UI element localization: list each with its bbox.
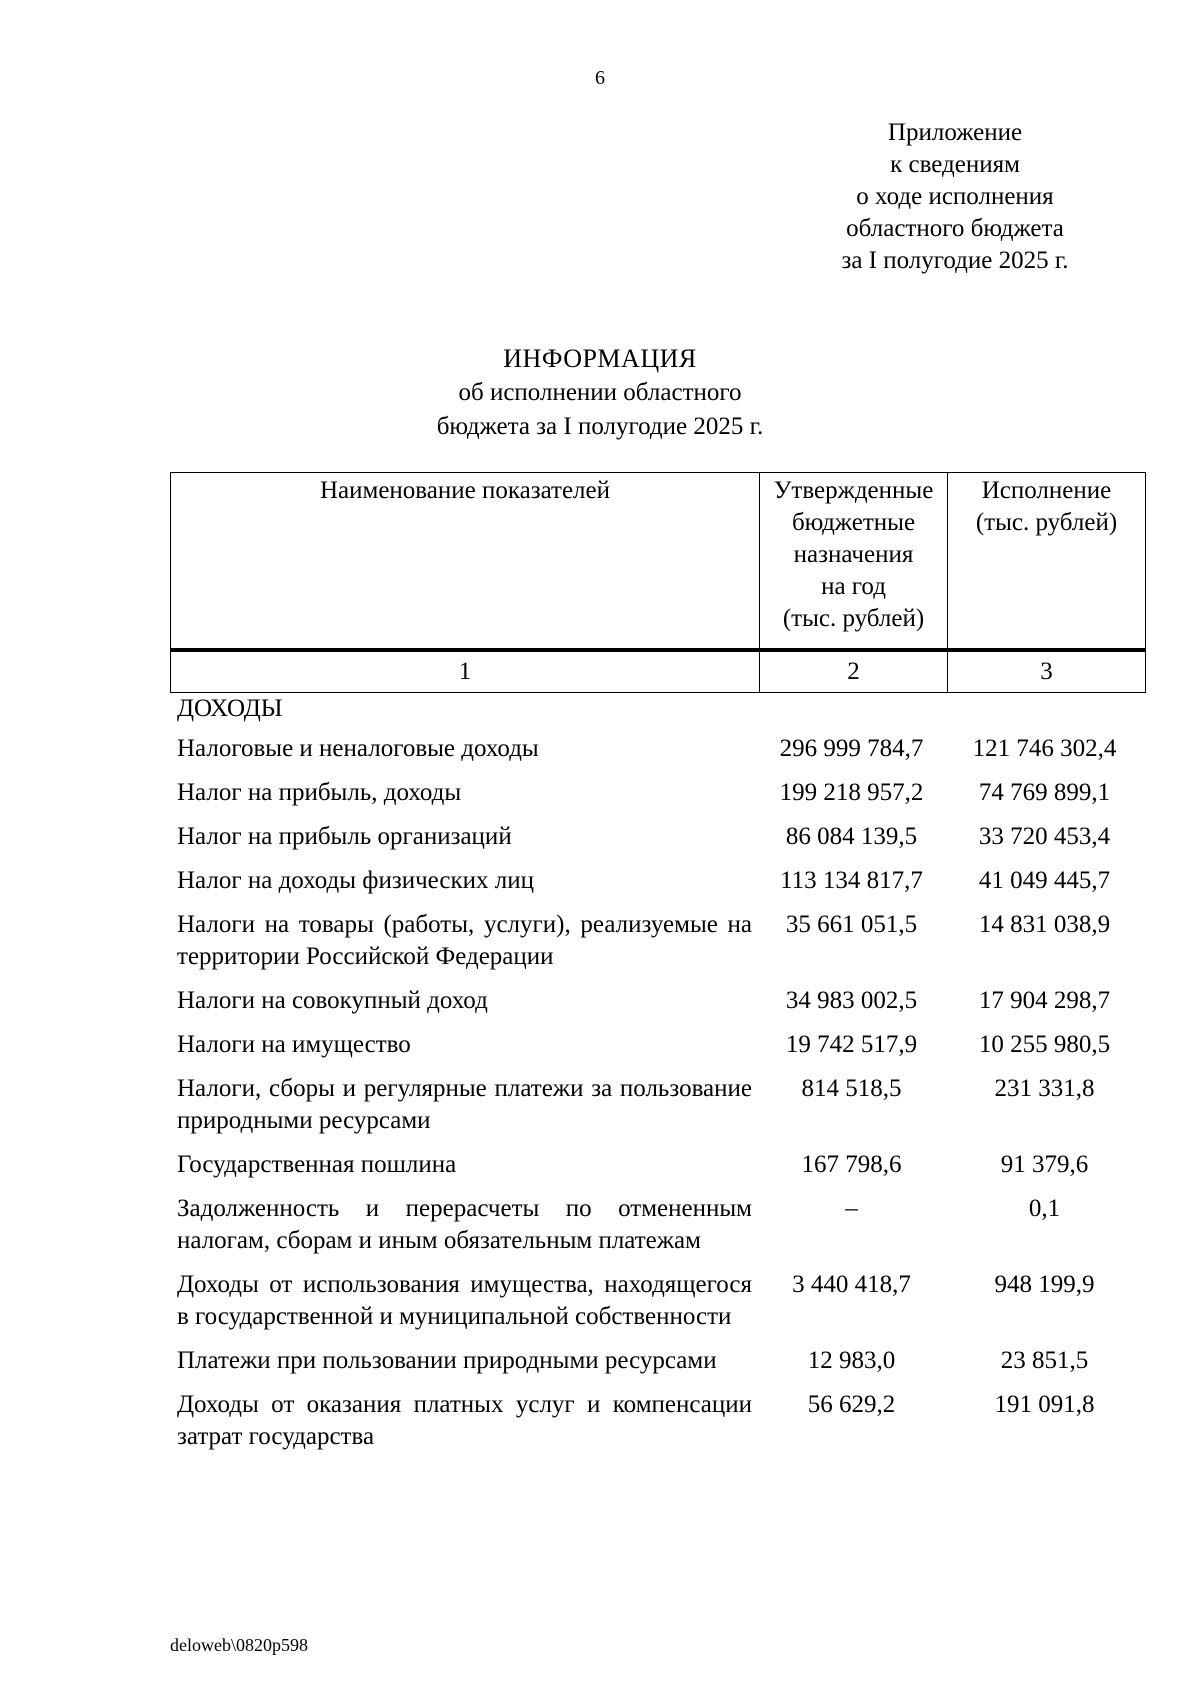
appendix-block — [760, 117, 1150, 277]
row-executed: 10 255 980,5 — [978, 1031, 1111, 1058]
document-code: deloweb\0820p598 — [170, 1635, 308, 1655]
row-executed: 0,1 — [1028, 1195, 1061, 1222]
row-name: Налоги на имущество — [177, 1031, 411, 1058]
table-row — [170, 909, 1144, 973]
header-approved-line: (тыс. рублей) — [782, 605, 925, 632]
column-number-row — [171, 650, 1146, 693]
row-name: Задолженность и перерасчеты по отмененным налогам, сборам и иным обязательным платежам — [177, 1195, 752, 1254]
row-name: Налоговые и неналоговые доходы — [177, 735, 539, 762]
row-name: Платежи при пользовании природными ресурсами — [177, 1347, 717, 1374]
table-row — [170, 1269, 1144, 1333]
row-executed: 74 769 899,1 — [978, 779, 1111, 806]
appendix-line: к сведениям — [890, 151, 1020, 178]
row-approved: 296 999 784,7 — [779, 735, 924, 762]
row-executed: 33 720 453,4 — [978, 823, 1111, 850]
row-approved: 3 440 418,7 — [792, 1271, 911, 1298]
row-approved: 19 742 517,9 — [785, 1031, 918, 1058]
header-approved-line: Утвержденные — [773, 477, 934, 504]
appendix-line: Приложение — [887, 119, 1023, 146]
row-name: Доходы от оказания платных услуг и компенсации затрат государства — [177, 1391, 752, 1450]
appendix-line: о ходе исполнения — [856, 183, 1054, 210]
row-executed: 948 199,9 — [994, 1271, 1095, 1298]
table-row — [170, 733, 1144, 765]
header-approved-line: назначения — [793, 541, 914, 568]
table-row — [170, 1073, 1144, 1137]
title-subline: бюджета за I полугодие 2025 г. — [436, 413, 764, 440]
row-executed: 41 049 445,7 — [978, 867, 1111, 894]
table-body — [170, 693, 1144, 1465]
row-approved: 814 518,5 — [801, 1075, 902, 1102]
title-heading: ИНФОРМАЦИЯ — [503, 344, 697, 373]
column-number: 3 — [948, 650, 1146, 693]
row-name: Налоги, сборы и регулярные платежи за пользование природными ресурсами — [177, 1075, 752, 1134]
row-name: Налог на прибыль, доходы — [177, 779, 462, 806]
page-number: 6 — [595, 67, 605, 89]
table-row — [170, 777, 1144, 809]
header-executed — [948, 473, 1146, 651]
header-executed-line: (тыс. рублей) — [975, 509, 1118, 536]
row-executed: 231 331,8 — [994, 1075, 1095, 1102]
document-title — [0, 342, 1200, 444]
row-executed: 17 904 298,7 — [978, 987, 1111, 1014]
row-approved: 113 134 817,7 — [780, 867, 923, 894]
header-approved-line: на год — [821, 573, 886, 600]
appendix-line: областного бюджета — [846, 215, 1064, 242]
row-name: Налог на доходы физических лиц — [177, 867, 534, 894]
row-executed: 121 746 302,4 — [972, 735, 1117, 762]
row-name: Налог на прибыль организаций — [177, 823, 512, 850]
row-name: Государственная пошлина — [177, 1151, 457, 1178]
row-executed: 91 379,6 — [1000, 1151, 1089, 1178]
row-approved: 167 798,6 — [801, 1151, 902, 1178]
row-approved: 34 983 002,5 — [785, 987, 918, 1014]
row-executed: 23 851,5 — [1000, 1347, 1089, 1374]
header-row — [171, 473, 1146, 651]
table-row — [170, 865, 1144, 897]
row-name: Налоги на совокупный доход — [177, 987, 488, 1014]
appendix-line: за I полугодие 2025 г. — [841, 247, 1069, 274]
row-approved: 12 983,0 — [807, 1347, 896, 1374]
table-row — [170, 1029, 1144, 1061]
section-label: ДОХОДЫ — [177, 695, 283, 722]
row-executed: 191 091,8 — [994, 1391, 1095, 1418]
column-number: 2 — [760, 650, 948, 693]
row-approved: 199 218 957,2 — [779, 779, 924, 806]
row-approved: – — [845, 1195, 858, 1222]
table-row — [170, 1389, 1144, 1453]
table-row — [170, 1345, 1144, 1377]
column-number: 1 — [171, 650, 760, 693]
row-name: Доходы от использования имущества, находящегося в государственной и муниципальной собственности — [177, 1271, 752, 1330]
header-approved — [760, 473, 948, 651]
row-approved: 86 084 139,5 — [785, 823, 918, 850]
table-row — [170, 985, 1144, 1017]
row-name: Налоги на товары (работы, услуги), реализуемые на территории Российской Федерации — [177, 911, 752, 970]
table-row — [170, 821, 1144, 853]
header-executed-line: Исполнение — [981, 477, 1112, 504]
row-approved: 35 661 051,5 — [785, 911, 918, 938]
title-subline: об исполнении областного — [458, 379, 742, 406]
table-header — [170, 472, 1146, 693]
row-approved: 56 629,2 — [807, 1391, 896, 1418]
row-executed: 14 831 038,9 — [978, 911, 1111, 938]
table-row — [170, 1149, 1144, 1181]
header-approved-line: бюджетные — [791, 509, 916, 536]
table-row — [170, 1193, 1144, 1257]
header-indicator-name: Наименование показателей — [171, 473, 760, 651]
